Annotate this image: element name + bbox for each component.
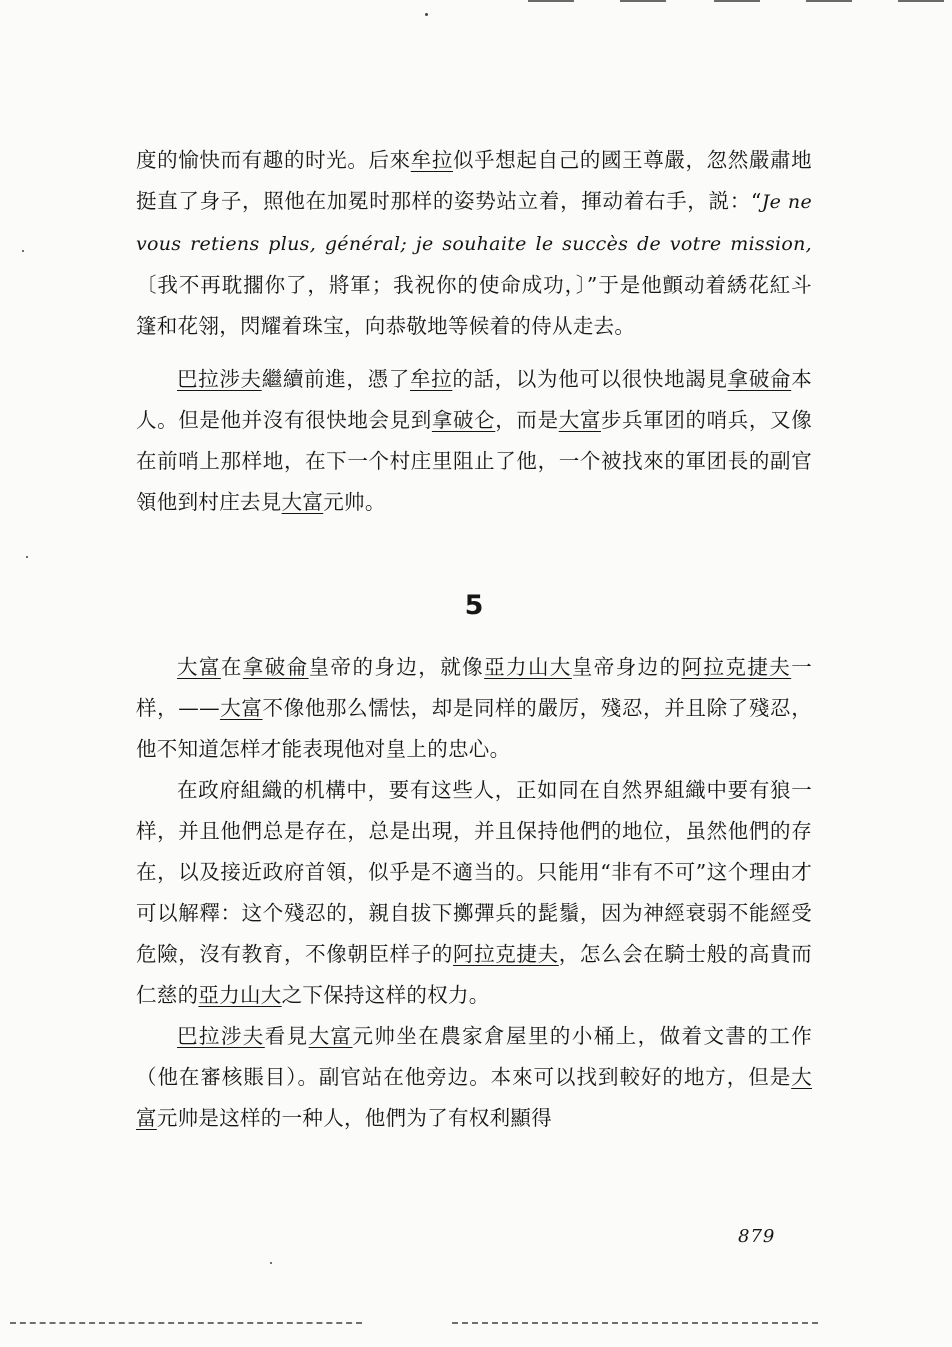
text-run: 看見 xyxy=(264,1024,309,1048)
scan-speck xyxy=(425,13,428,16)
proper-name: 大富 xyxy=(136,1065,812,1130)
text-block-before-section xyxy=(136,140,812,523)
proper-name: 亞力山大 xyxy=(198,983,282,1007)
text-run: 元帅。 xyxy=(323,490,386,514)
proper-name: 阿拉克捷夫 xyxy=(453,942,559,966)
proper-name: 拿破侖 xyxy=(242,655,309,679)
page-body xyxy=(136,140,812,1139)
text-run: 元帅坐在農家倉屋里的小桶上，做着文書的工作（他在審核賬目）。副官站在他旁边。本來可以找到較好的地方，但是 xyxy=(136,1024,812,1089)
proper-name: 巴拉涉夫 xyxy=(177,1024,265,1048)
text-run: 本人。但是他并沒有很快地会見到 xyxy=(136,367,812,432)
paragraph xyxy=(136,647,812,770)
page-number: 879 xyxy=(738,1226,776,1247)
scan-speck xyxy=(270,1262,272,1264)
proper-name: 拿破仑 xyxy=(431,408,496,432)
proper-name: 大富 xyxy=(177,655,221,679)
bottom-rule-right xyxy=(452,1322,818,1324)
top-rule-1 xyxy=(528,0,574,2)
top-rule-4 xyxy=(806,0,852,2)
text-run: 元帅是这样的一种人，他們为了有权利顯得 xyxy=(156,1106,553,1130)
proper-name: 牟拉 xyxy=(409,367,453,391)
top-rule-5 xyxy=(898,0,944,2)
text-run: 一样，—— xyxy=(136,655,813,720)
proper-name: 巴拉涉夫 xyxy=(177,367,262,391)
text-run: 皇帝的身边，就像 xyxy=(308,655,485,679)
top-rule-2 xyxy=(620,0,666,2)
foreign-quote: Je ne vous retiens plus, général; je souhaite le succès de votre mission, xyxy=(136,191,812,255)
top-rule-3 xyxy=(714,0,760,2)
text-run: 〔我不再耽擱你了，將軍；我祝你的使命成功，〕”于是他顫动着綉花紅斗篷和花翎，閃耀着珠宝，向恭敬地等候着的侍从走去。 xyxy=(136,273,812,338)
proper-name: 大富 xyxy=(308,1024,353,1048)
proper-name: 牟拉 xyxy=(410,148,454,172)
text-run: ，怎么会在騎士般的高貴而仁慈的 xyxy=(136,942,813,1007)
paragraph xyxy=(136,140,812,347)
proper-name: 阿拉克捷夫 xyxy=(681,655,792,679)
text-run: 皇帝身边的 xyxy=(571,655,682,679)
proper-name: 大富 xyxy=(558,408,601,432)
scan-speck xyxy=(26,556,28,558)
proper-name: 拿破侖 xyxy=(727,367,792,391)
text-run: 在政府組織的机構中，要有这些人，正如同在自然界組織中要有狼一样，并且他們总是存在，总是出現，并且保持他們的地位，虽然他們的存在，以及接近政府首領，似乎是不適当的。只能用“非有不可”这个理由才可以解釋：这个殘忍的，親自拔下擲彈兵的髭鬚，因为神經衰弱不能經受危險，沒有教育，不像朝臣样子的 xyxy=(136,778,812,966)
text-run: 之下保持这样的权力。 xyxy=(281,983,490,1007)
paragraph xyxy=(136,770,812,1016)
proper-name: 大富 xyxy=(281,490,324,514)
paragraph xyxy=(136,359,812,523)
text-run: 步兵軍团的哨兵，又像在前哨上那样地，在下一个村庄里阻止了他，一个被找來的軍团長的副官領他到村庄去見 xyxy=(136,408,812,514)
paragraph xyxy=(136,1016,812,1139)
text-block-after-section xyxy=(136,647,812,1139)
scan-speck xyxy=(22,250,24,252)
bottom-rule-left xyxy=(10,1322,362,1324)
text-run: 在 xyxy=(220,655,243,679)
proper-name: 亞力山大 xyxy=(484,655,572,679)
text-run: 似乎想起自己的國王尊嚴，忽然嚴肅地挺直了身子，照他在加冕时那样的姿势站立着，揮动着右手，説：“ xyxy=(136,148,812,213)
text-run: 的話，以为他可以很快地謁見 xyxy=(452,367,728,391)
proper-name: 大富 xyxy=(219,696,263,720)
section-number: 5 xyxy=(464,590,484,621)
text-run: 繼續前進，憑了 xyxy=(261,367,410,391)
text-run: 度的愉快而有趣的时光。后來 xyxy=(136,148,411,172)
text-run: ，而是 xyxy=(495,408,559,432)
text-run: 不像他那么懦怯，却是同样的嚴厉，殘忍，并且除了殘忍，他不知道怎样才能表現他对皇上的忠心。 xyxy=(136,696,812,761)
